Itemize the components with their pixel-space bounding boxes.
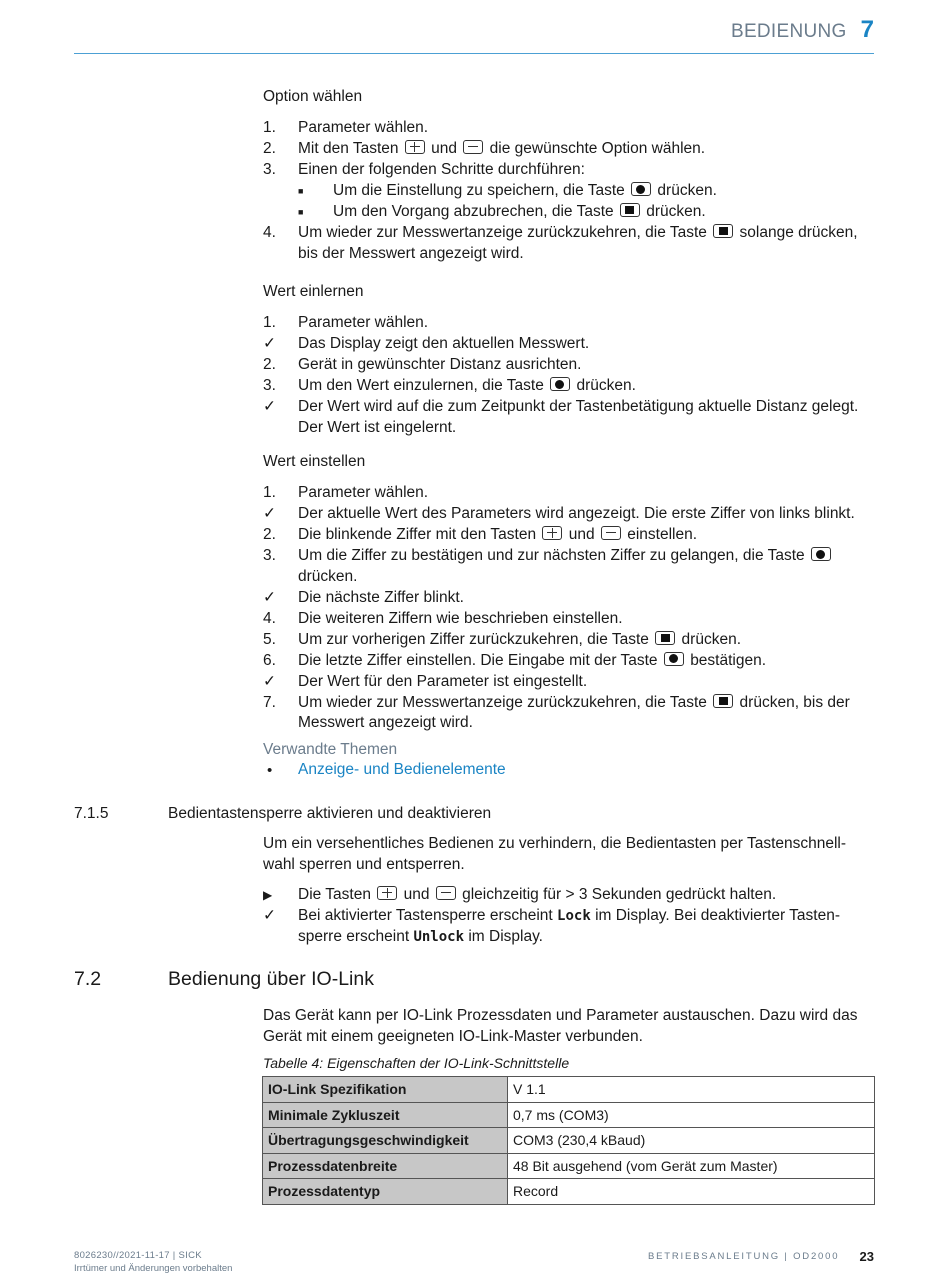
set-steps [263,483,878,734]
list-item: ✓ Der Wert wird auf die zum Zeitpunkt der Tastenbetätigung aktuelle Distanz gelegt. Der Wert ist eingelernt. [263,398,859,436]
list-item: 2. Mit den Tasten und die gewünschte Option wählen. [263,139,878,160]
minus-key-icon [601,526,621,540]
section-intro: Das Gerät kann per IO-Link Prozessdaten und Parameter austauschen. Dazu wird das Gerät mit einem geeigneten IO-Link-Master verbunden. [263,1007,858,1045]
section-title: Bedienung über IO-Link [168,968,374,990]
check-icon: ✓ [263,398,276,415]
list-item: 1. Parameter wählen. [263,483,878,504]
list-item: 1. Parameter wählen. [263,313,878,334]
list-item: ✓ Der aktuelle Wert des Parameters wird angezeigt. Die erste Ziffer von links blinkt. [263,504,878,525]
list-item: 2. Gerät in gewünschter Distanz ausrichten. [263,355,878,376]
page-number: 23 [859,1249,874,1264]
related-topics-heading: Verwandte Themen [263,741,398,758]
step-number: 4. [263,609,276,627]
list-item: ✓ Das Display zeigt den aktuellen Messwert. [263,334,878,355]
step-number: 2. [263,356,276,373]
list-item: 3. Um die Ziffer zu bestätigen und zur nächsten Ziffer zu gelangen, die Taste drücken. [263,546,878,587]
bullet-icon: ■ [298,207,304,217]
step-number: 3. [263,161,276,178]
table-row: Übertragungsgeschwindigkeit COM3 (230,4 kBaud) [263,1128,875,1154]
list-item: ■ Um den Vorgang abzubrechen, die Taste drücken. [263,202,878,223]
list-item: ■ Um die Einstellung zu speichern, die Taste drücken. [263,181,878,202]
list-item: 1. Parameter wählen. [263,118,878,139]
plus-key-icon [377,886,397,900]
footer-left [74,1250,232,1275]
table-row: Prozessdatentyp Record [263,1179,875,1205]
list-item: ▶ Die Tasten und gleichzeitig für > 3 Sekunden gedrückt halten. [263,885,878,906]
list-item: 6. Die letzte Ziffer einstellen. Die Eingabe mit der Taste bestätigen. [263,651,878,672]
list-item: 4. Die weiteren Ziffern wie beschrieben einstellen. [263,609,878,630]
bullet-icon: ■ [298,186,304,196]
check-icon: ✓ [263,672,276,690]
check-icon: ✓ [263,335,276,352]
action-arrow-icon: ▶ [263,888,273,902]
esc-key-icon [620,203,640,217]
table-row: Prozessdatenbreite 48 Bit ausgehend (vom Gerät zum Master) [263,1153,875,1179]
chapter-title: BEDIENUNG [730,21,847,42]
keylock-steps [263,885,878,948]
minus-key-icon [436,886,456,900]
related-topic-link[interactable]: Anzeige- und Bedienelemente [298,761,506,778]
step-number: 2. [263,526,276,543]
table-row: IO-Link Spezifikation V 1.1 [263,1077,875,1103]
esc-key-icon [713,224,733,238]
list-item: 7. Um wieder zur Messwertanzeige zurückzukehren, die Taste drücken, bis der Messwert angezeigt wird. [263,693,850,731]
page-header [731,16,874,44]
step-number: 1. [263,484,276,501]
list-item: 3. Um den Wert einzulernen, die Taste drücken. [263,376,878,397]
document-name: BETRIEBSANLEITUNG | OD2000 [648,1251,840,1262]
list-item: 3. Einen der folgenden Schritte durchführen: [263,160,878,181]
plus-key-icon [405,140,425,154]
ok-key-icon [664,652,684,666]
esc-key-icon [713,694,733,708]
check-icon: ✓ [263,505,276,522]
ok-key-icon [811,547,831,561]
step-number: 4. [263,224,276,241]
list-item: 4. Um wieder zur Messwertanzeige zurückzukehren, die Taste solange drücken, bis der Messwert angezeigt wird. [263,224,858,262]
teach-steps [263,313,878,439]
subheading-set: Wert einstellen [263,453,366,470]
table-caption: Tabelle 4: Eigenschaften der IO-Link-Schnittstelle [263,1055,570,1071]
lock-display-text: Lock [557,908,591,924]
list-item: ✓ Der Wert für den Parameter ist eingestellt. [263,672,878,693]
option-steps [263,118,878,265]
section-title: Bedientastensperre aktivieren und deaktivieren [168,805,492,822]
step-number: 3. [263,547,276,564]
list-item: ✓ Die nächste Ziffer blinkt. [263,588,878,609]
chapter-number: 7 [860,16,874,43]
document-code: 8026230//2021-11-17 | SICK [74,1250,202,1261]
subheading-teach: Wert einlernen [263,283,364,300]
unlock-display-text: Unlock [413,928,465,945]
step-number: 2. [263,140,276,157]
list-item: 5. Um zur vorherigen Ziffer zurückzukehren, die Taste drücken. [263,630,878,651]
header-divider [74,53,874,54]
step-number: 6. [263,651,276,669]
table-row: Minimale Zykluszeit 0,7 ms (COM3) [263,1102,875,1128]
io-link-properties-table [262,1076,875,1205]
list-item: ✓ Bei aktivierter Tastensperre erscheint Lock im Display. Bei deaktivierter Tastensperre erscheint Unlock im Display. [263,907,841,945]
step-number: 5. [263,630,276,648]
section-number: 7.1.5 [74,805,109,822]
check-icon: ✓ [263,907,276,924]
minus-key-icon [463,140,483,154]
esc-key-icon [655,631,675,645]
section-intro: Um ein versehentliches Bedienen zu verhindern, die Bedientasten per Tastenschnellwahl sperren und entsperren. [263,835,847,873]
plus-key-icon [542,526,562,540]
subheading-option: Option wählen [263,88,363,105]
step-number: 3. [263,377,276,394]
ok-key-icon [550,377,570,391]
section-number: 7.2 [74,968,102,990]
list-item: 2. Die blinkende Ziffer mit den Tasten und einstellen. [263,525,878,546]
disclaimer: Irrtümer und Änderungen vorbehalten [74,1262,233,1274]
bullet-icon: • [267,762,273,779]
check-icon: ✓ [263,588,276,606]
step-number: 1. [263,314,276,331]
ok-key-icon [631,182,651,196]
step-number: 1. [263,119,276,136]
step-number: 7. [263,693,276,711]
